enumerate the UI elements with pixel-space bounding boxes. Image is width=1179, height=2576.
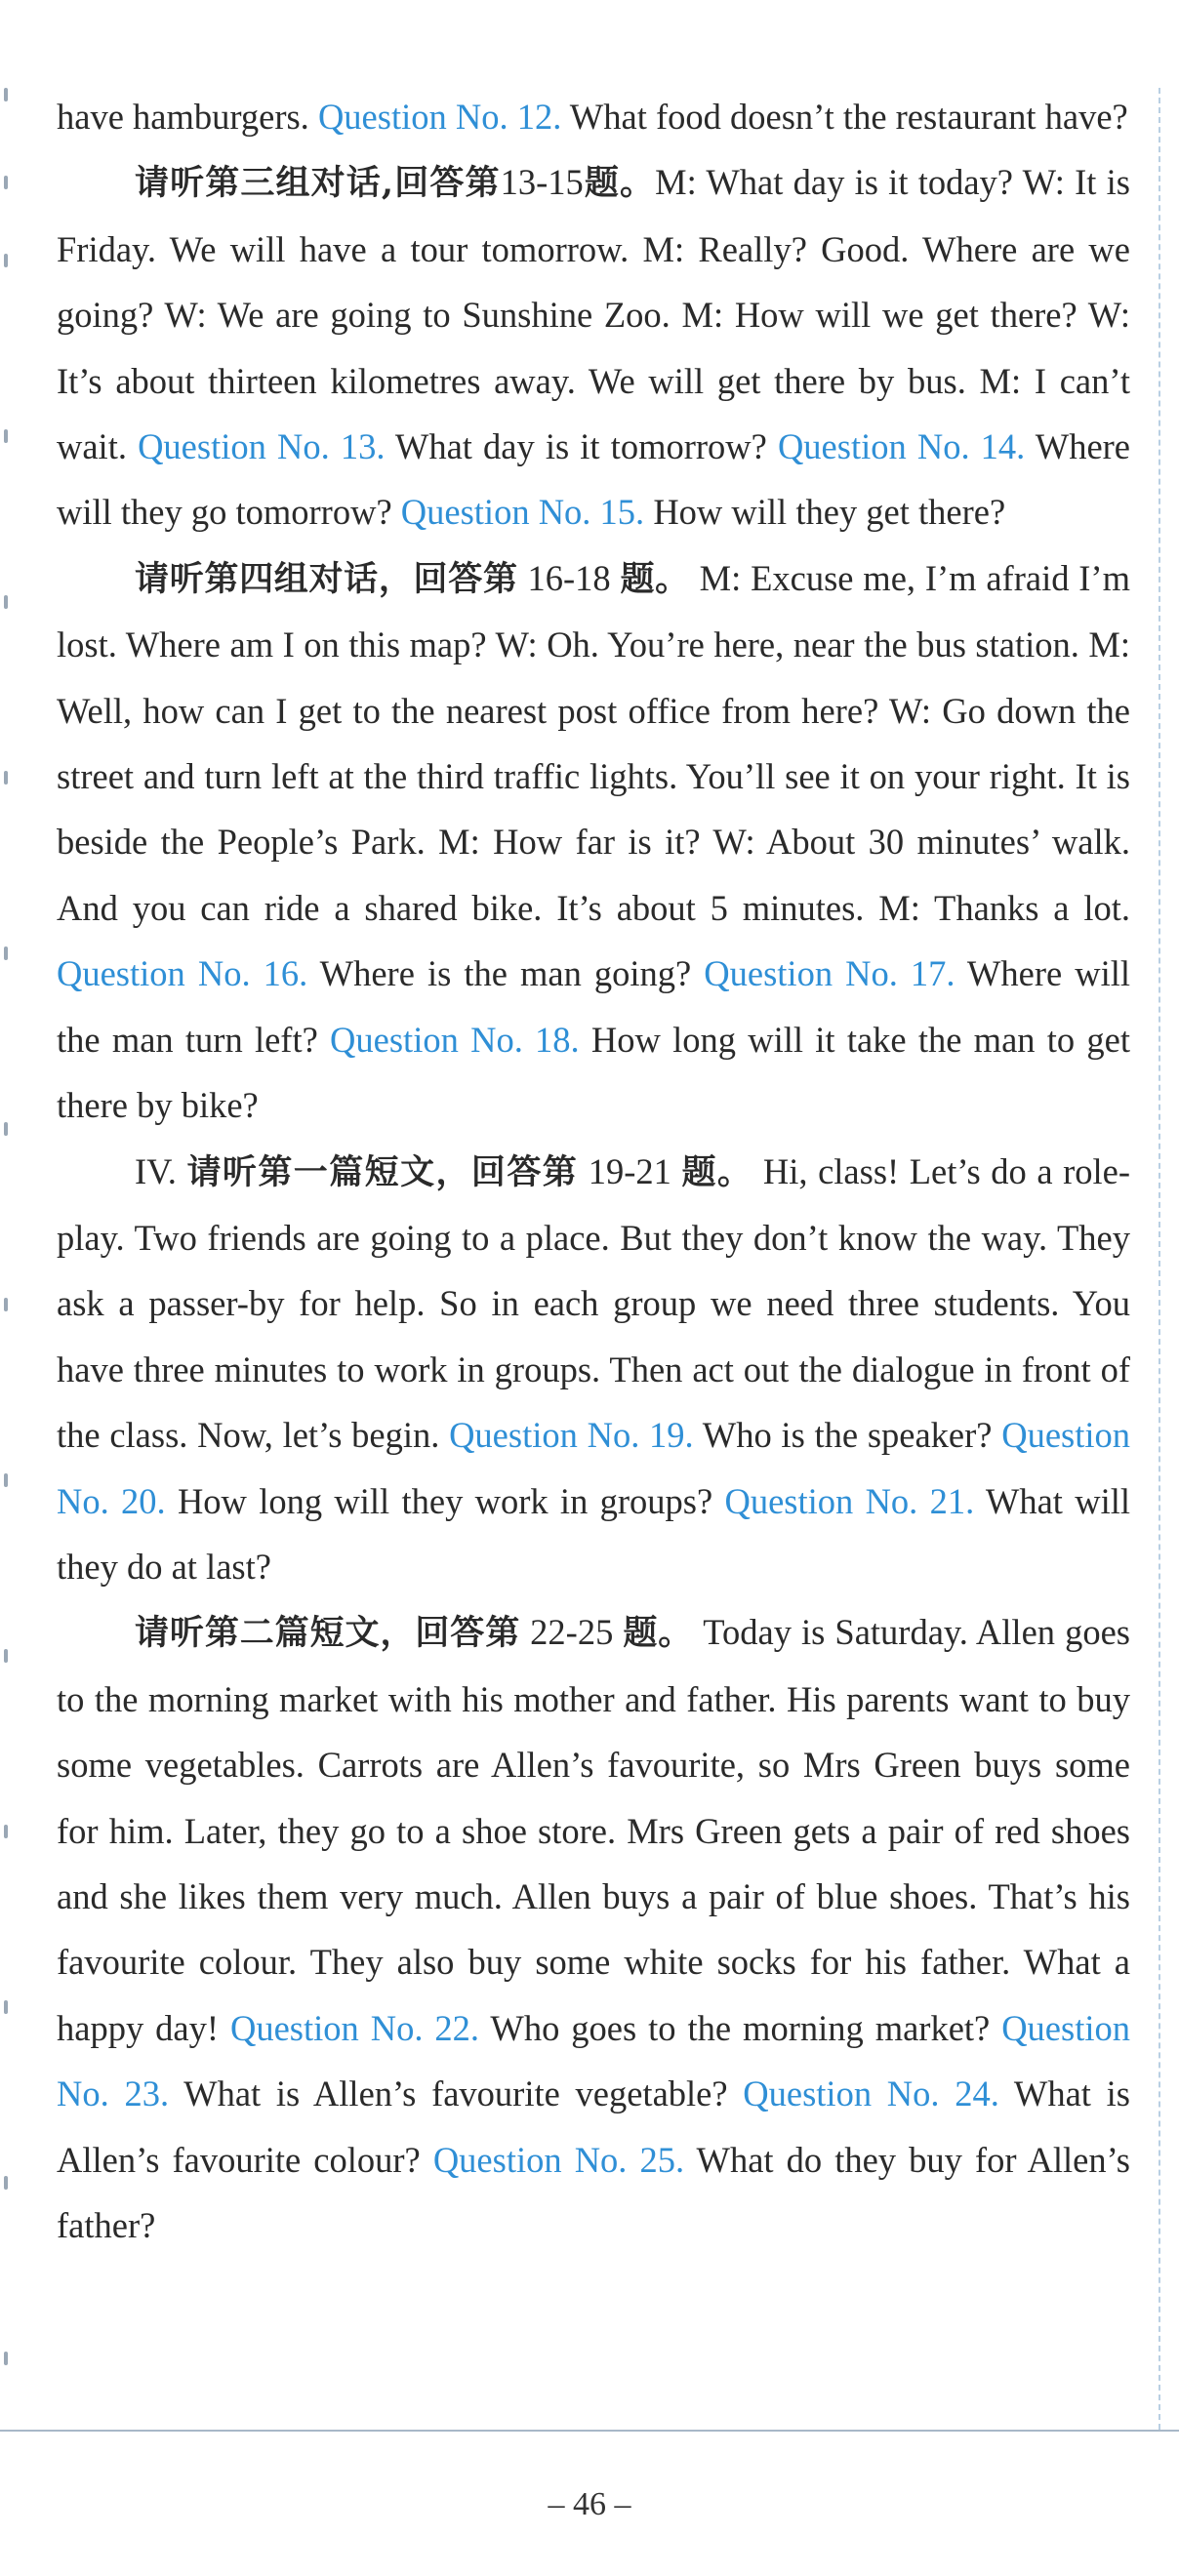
section-heading-cn: 题。	[583, 163, 656, 204]
transcript-text: 22-25	[520, 1612, 624, 1653]
transcript-text: How long will it take the man to get there by bike?	[57, 1019, 1130, 1126]
transcript-text: 19-21	[578, 1150, 682, 1191]
left-binding-marks	[0, 88, 14, 2410]
question-number: Question No. 24.	[743, 2073, 999, 2114]
right-margin-dashed-line	[1159, 88, 1160, 2430]
question-number: Question No. 12.	[317, 97, 562, 137]
footer-rule	[0, 2430, 1179, 2432]
transcript-text: Where will the man turn left?	[57, 953, 1131, 1060]
transcript-text: What do they buy for Allen’s father?	[57, 2139, 1130, 2245]
transcript-text: What is Allen’s favourite vegetable?	[169, 2073, 744, 2114]
section-heading-cn: 请听第四组对话，回答第	[135, 558, 518, 599]
section-heading-cn: 题。	[681, 1151, 753, 1192]
question-number: Question No. 16.	[57, 953, 308, 994]
question-number: Question No. 25.	[432, 2139, 685, 2180]
transcript-text: Who is the speaker?	[693, 1415, 1002, 1456]
question-number: Question No. 15.	[400, 492, 645, 533]
transcript-text: M: Excuse me, I’m afraid I’m lost. Where am I on this map? W: Oh. You’re here, near the bus station. M: Well, how can I get to the nearest post office from here? W: Go down the street and turn left at the third traffic lights. You’ll see it on your right. It is beside the People’s Park. M: How far is it? W: About 30 minutes’ walk. And you can ride a shared bike. It’s about 5 minutes. M: Thanks a lot.	[57, 557, 1130, 928]
transcript-text: Where is the man going?	[307, 953, 705, 994]
transcript-text: What is Allen’s favourite colour?	[57, 2073, 1131, 2180]
transcript-text: M: What day is it today? W: It is Friday. We will have a tour tomorrow. M: Really? Good. Where are we going? W: We are going to Sunshine Zoo. M: How will we get there? W: It’s about thirteen kilometres away. We will get there by bus. M: I can’t wait.	[57, 162, 1130, 467]
question-number: Question No. 14.	[777, 426, 1026, 467]
page-number: – 46 –	[548, 2486, 631, 2522]
section-heading-cn: 题。	[620, 558, 690, 599]
transcript-text: Hi, class! Let’s do a role-play. Two friends are going to a place. But they don’t know the way. They ask a passer-by for help. So in each group we need three students. You have three minutes to work in groups. Then act out the dialogue in front of the class. Now, let’s begin.	[57, 1150, 1130, 1456]
transcript-text: What will they do at last?	[57, 1480, 1130, 1587]
transcript-text: What day is it tomorrow?	[385, 426, 778, 467]
question-number: Question No. 18.	[330, 1019, 580, 1060]
question-number: Question No. 22.	[229, 2007, 480, 2048]
section-heading-cn: 请听第三组对话,回答第	[135, 163, 501, 204]
question-number: Question No. 17.	[704, 953, 955, 994]
paragraph-p2	[57, 149, 1130, 544]
question-number: Question No. 23.	[57, 2007, 1130, 2114]
question-number: Question No. 20.	[57, 1415, 1131, 1521]
transcript-text: How long will they work in groups?	[165, 1480, 725, 1521]
transcript-text: IV.	[135, 1150, 187, 1191]
section-heading-cn: 题。	[623, 1613, 694, 1654]
question-number: Question No. 21.	[724, 1480, 975, 1521]
paragraph-p4	[57, 1139, 1130, 1600]
transcript-text: have hamburgers.	[57, 97, 318, 137]
transcript-text: Where will they go tomorrow?	[57, 426, 1131, 533]
transcript-text: Today is Saturday. Allen goes to the morning market with his mother and father. His parents want to buy some vegetables. Carrots are Allen’s favourite, so Mrs Green buys some for him. Later, they go to a shoe store. Mrs Green gets a pair of red shoes and she likes them very much. Allen buys a pair of blue shoes. That’s his favourite colour. They also buy some white socks for his father. What a happy day!	[57, 1612, 1130, 2048]
transcript-text: 16-18	[517, 557, 621, 598]
transcript-page	[57, 84, 1130, 2258]
paragraph-p5	[57, 1599, 1130, 2258]
paragraph-p3	[57, 545, 1130, 1139]
paragraph-p1	[57, 84, 1130, 149]
question-number: Question No. 19.	[449, 1415, 694, 1456]
section-heading-cn: 请听第二篇短文，回答第	[135, 1613, 521, 1654]
transcript-text: Who goes to the morning market?	[479, 2007, 1002, 2048]
transcript-text: What food doesn’t the restaurant have?	[561, 97, 1128, 137]
transcript-text: How will they get there?	[644, 492, 1006, 533]
question-number: Question No. 13.	[138, 426, 386, 467]
transcript-text: 13-15	[500, 162, 584, 203]
section-heading-cn: 请听第一篇短文，回答第	[186, 1151, 579, 1192]
